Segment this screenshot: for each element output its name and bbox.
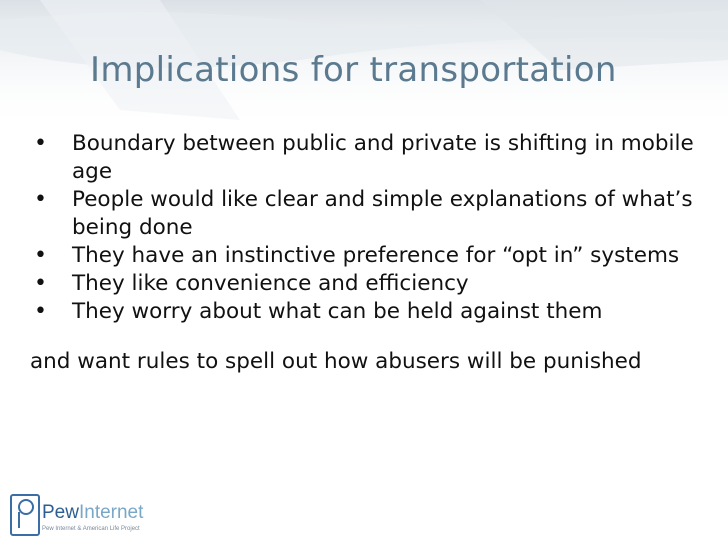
logo-tagline: Pew Internet & American Life Project [42,526,140,532]
bullet-marker: • [34,131,47,156]
logo-name [42,502,143,524]
slide-title: Implications for transportation [90,50,617,90]
continuation-text: and want rules to spell out how abusers will be punished [30,348,642,374]
bullet-text: They like convenience and efficiency [72,271,469,296]
bullet-marker: • [34,299,47,324]
bullet-marker: • [34,271,47,296]
bullet-item [30,130,720,186]
pew-internet-logo [10,494,150,540]
logo-name-part1: Pew [42,502,79,523]
bullet-text: They worry about what can be held against them [72,299,603,324]
bullet-text: People would like clear and simple explanations of what’s being done [72,187,693,240]
bullet-text: Boundary between public and private is shifting in mobile age [72,131,694,184]
logo-icon [10,494,40,536]
bullet-item [30,186,720,242]
bullet-marker: • [34,243,47,268]
logo-name-part2: Internet [78,502,144,523]
bullet-item [30,242,720,270]
bullet-marker: • [34,187,47,212]
bullet-text: They have an instinctive preference for “opt in” systems [72,243,680,268]
bullet-item [30,270,720,298]
bullet-item [30,298,720,326]
bullet-list [30,130,720,397]
